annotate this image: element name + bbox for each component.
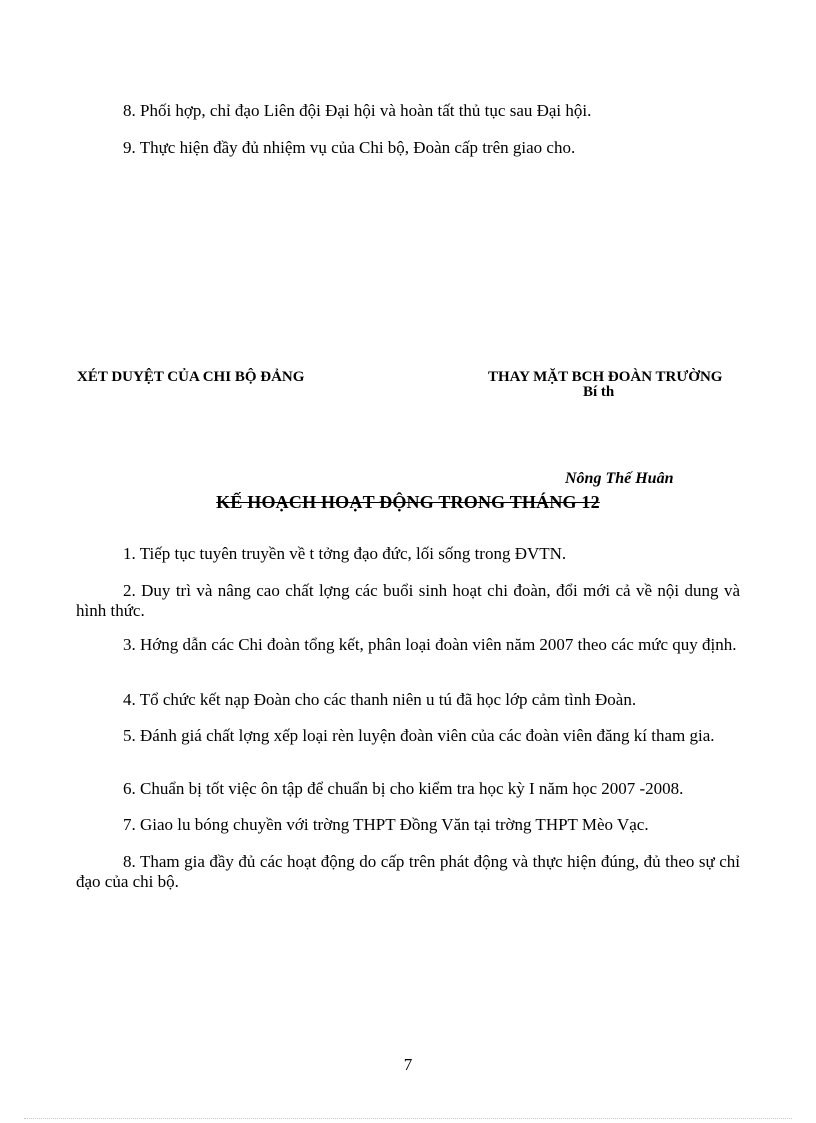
plan-item-7: 7. Giao lu bóng chuyền với trờng THPT Đồng Văn tại trờng THPT Mèo Vạc. <box>123 815 649 834</box>
plan-item-3: 3. Hớng dẫn các Chi đoàn tổng kết, phân loại đoàn viên năm 2007 theo các mức quy định. <box>123 635 737 654</box>
approval-heading: XÉT DUYỆT CỦA CHI BỘ ĐẢNG <box>77 369 305 385</box>
plan-item-5: 5. Đánh giá chất lợng xếp loại rèn luyện đoàn viên của các đoàn viên đăng kí tham gia. <box>123 726 715 745</box>
plan-item-4: 4. Tổ chức kết nạp Đoàn cho các thanh niên u tú đã học lớp cảm tình Đoàn. <box>123 690 637 709</box>
plan-item-8: 8. Tham gia đầy đủ các hoạt động do cấp trên phát động và thực hiện đúng, đủ theo sự chỉ đạo của chi bộ. <box>76 852 740 891</box>
signer-name: Nông Thế Huân <box>565 470 674 487</box>
plan-item-6: 6. Chuẩn bị tốt việc ôn tập để chuẩn bị cho kiểm tra học kỳ I năm học 2007 -2008. <box>123 779 684 798</box>
plan-title: KẾ HOẠCH HOẠT ĐỘNG TRONG THÁNG 12 <box>216 492 600 512</box>
plan-item-2: 2. Duy trì và nâng cao chất lợng các buổi sinh hoạt chi đoàn, đổi mới cả về nội dung và hình thức. <box>76 581 740 620</box>
plan-item-1: 1. Tiếp tục tuyên truyền về t tởng đạo đức, lối sống trong ĐVTN. <box>123 544 567 563</box>
page-bottom-divider <box>24 1118 792 1119</box>
top-item-9: 9. Thực hiện đầy đủ nhiệm vụ của Chi bộ, Đoàn cấp trên giao cho. <box>123 138 576 157</box>
page-number: 7 <box>403 1055 413 1074</box>
secretary-role: Bí th <box>583 384 615 400</box>
bch-heading: THAY MẶT BCH ĐOÀN TRƯỜNG <box>488 369 723 385</box>
top-item-8: 8. Phối hợp, chỉ đạo Liên đội Đại hội và hoàn tất thủ tục sau Đại hội. <box>123 101 592 120</box>
